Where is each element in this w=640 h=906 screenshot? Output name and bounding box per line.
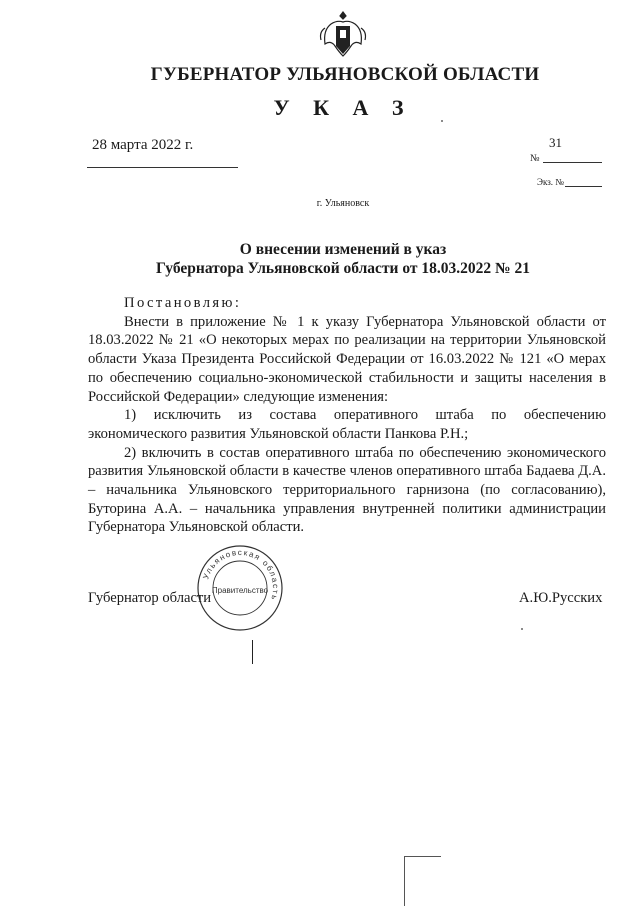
seal-inner-text: Правительство — [211, 586, 269, 595]
signatory-name: А.Ю.Русских — [519, 590, 603, 606]
number-label: № — [530, 153, 540, 164]
subject-line-1: О внесении изменений в указ — [239, 241, 447, 258]
corner-mark — [404, 856, 441, 906]
copy-number-underline — [565, 186, 602, 187]
decree-subject — [0, 240, 640, 278]
decree-body — [88, 294, 606, 537]
issuer-title: ГУБЕРНАТОР УЛЬЯНОВСКОЙ ОБЛАСТИ — [150, 64, 540, 85]
decree-date: 28 марта 2022 г. — [92, 137, 194, 153]
date-underline — [87, 167, 238, 168]
decree-number: 31 — [549, 135, 562, 150]
signatory-position: Губернатор области — [88, 590, 212, 606]
copy-number-label: Экз. № — [537, 177, 564, 187]
decree-word: Постановляю: — [124, 295, 242, 311]
signature-mark — [252, 640, 253, 664]
official-seal — [195, 543, 285, 633]
document-type: У К А З — [273, 95, 413, 120]
paragraph-main: Внести в приложение № 1 к указу Губернатора Ульяновской области от 18.03.2022 № 21 «О некоторых мерах по реализации на территории Ульяновской области Указа Президента Российской Федерации от 16.03.2022 № 121 «О мерах по обеспечению социально-экономической стабильности и защиты населения в Российской Федерации» следующие изменения: — [88, 313, 606, 405]
seal-outer-text: Ульяновская область — [201, 547, 281, 603]
coat-of-arms-icon — [311, 6, 375, 64]
subject-line-2: Губернатора Ульяновской области от 18.03.2022 № 21 — [156, 260, 530, 277]
city: г. Ульяновск — [316, 198, 370, 209]
item-1: 1) исключить из состава оперативного штаба по обеспечению экономического развития Ульяновской области Панкова Р.Н.; — [88, 407, 606, 442]
item-2: 2) включить в состав оперативного штаба по обеспечению экономического развития Ульяновской области в качестве членов оперативного штаба Бадаева Д.А. – начальника Ульяновского территориального гарнизона (по согласованию), Буторина А.А. – начальника управления внутренней политики администрации Губернатора Ульяновской области. — [88, 444, 606, 536]
number-underline — [543, 162, 602, 163]
scan-speck — [441, 120, 443, 122]
scan-speck — [521, 628, 523, 630]
